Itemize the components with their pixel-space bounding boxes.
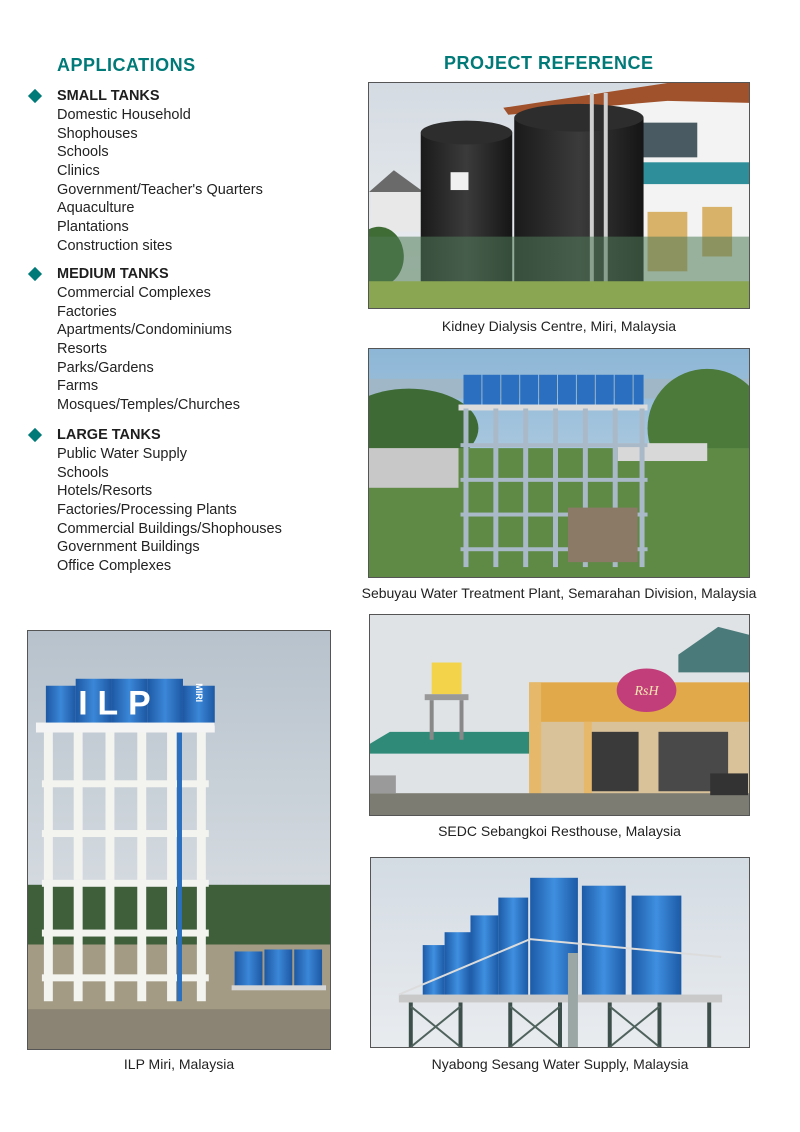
caption-sedc-sebangkoi-resthouse: SEDC Sebangkoi Resthouse, Malaysia — [438, 823, 681, 839]
category-title-text: SMALL TANKS — [57, 88, 160, 104]
photo-sebuyau-water-treatment-plant — [368, 348, 750, 578]
list-item: Schools — [57, 144, 109, 161]
photo-ilp-miri — [27, 630, 331, 1050]
list-item: Parks/Gardens — [57, 359, 154, 376]
list-item: Domestic Household — [57, 107, 191, 123]
list-item: Aquaculture — [57, 200, 135, 217]
list-item: Factories — [57, 303, 117, 320]
diamond-bullet-icon — [28, 89, 42, 103]
category-title — [28, 425, 282, 445]
list-item: Shophouses — [57, 125, 138, 142]
category-items — [28, 284, 240, 415]
list-item: Schools — [57, 464, 109, 481]
category-title-text: LARGE TANKS — [57, 427, 161, 443]
resthouse-sign-text: RsH — [634, 684, 659, 700]
category-items — [28, 106, 263, 256]
category-small-tanks — [28, 86, 263, 256]
list-item: Government Buildings — [57, 539, 200, 556]
list-item: Construction sites — [57, 237, 173, 254]
list-item: Plantations — [57, 219, 129, 236]
category-title — [28, 264, 240, 284]
list-item: Government/Teacher's Quarters — [57, 181, 263, 198]
caption-sebuyau-water-treatment-plant: Sebuyau Water Treatment Plant, Semarahan Division, Malaysia — [361, 585, 757, 601]
list-item: Farms — [57, 378, 99, 395]
category-title — [28, 86, 263, 106]
list-item: Factories/Processing Plants — [57, 502, 237, 519]
caption-ilp-miri: ILP Miri, Malaysia — [123, 1056, 235, 1072]
category-title-text: MEDIUM TANKS — [57, 266, 169, 282]
photo-sedc-sebangkoi-resthouse — [369, 614, 750, 816]
list-item: Clinics — [57, 163, 100, 180]
list-item: Commercial Buildings/Shophouses — [57, 520, 282, 537]
category-items — [28, 445, 282, 576]
photo-kidney-dialysis-centre — [368, 82, 750, 309]
list-item: Hotels/Resorts — [57, 483, 153, 500]
category-large-tanks — [28, 425, 282, 576]
project-reference-heading: PROJECT REFERENCE — [444, 53, 654, 73]
list-item: Office Complexes — [57, 558, 172, 575]
caption-kidney-dialysis-centre: Kidney Dialysis Centre, Miri, Malaysia — [441, 318, 677, 334]
diamond-bullet-icon — [28, 267, 42, 281]
list-item: Commercial Complexes — [57, 285, 211, 301]
list-item: Resorts — [57, 341, 107, 358]
photo-nyabong-sesang-water-supply — [370, 857, 750, 1048]
diamond-bullet-icon — [28, 428, 42, 442]
ilp-sign-text: ILP — [78, 684, 161, 723]
applications-heading: APPLICATIONS — [57, 55, 196, 75]
list-item: Mosques/Temples/Churches — [57, 397, 240, 414]
caption-nyabong-sesang-water-supply: Nyabong Sesang Water Supply, Malaysia — [431, 1056, 689, 1072]
list-item: Apartments/Condominiums — [57, 322, 232, 339]
miri-sign-text: MIRI — [193, 683, 204, 703]
category-medium-tanks — [28, 264, 240, 415]
list-item: Public Water Supply — [57, 446, 188, 462]
